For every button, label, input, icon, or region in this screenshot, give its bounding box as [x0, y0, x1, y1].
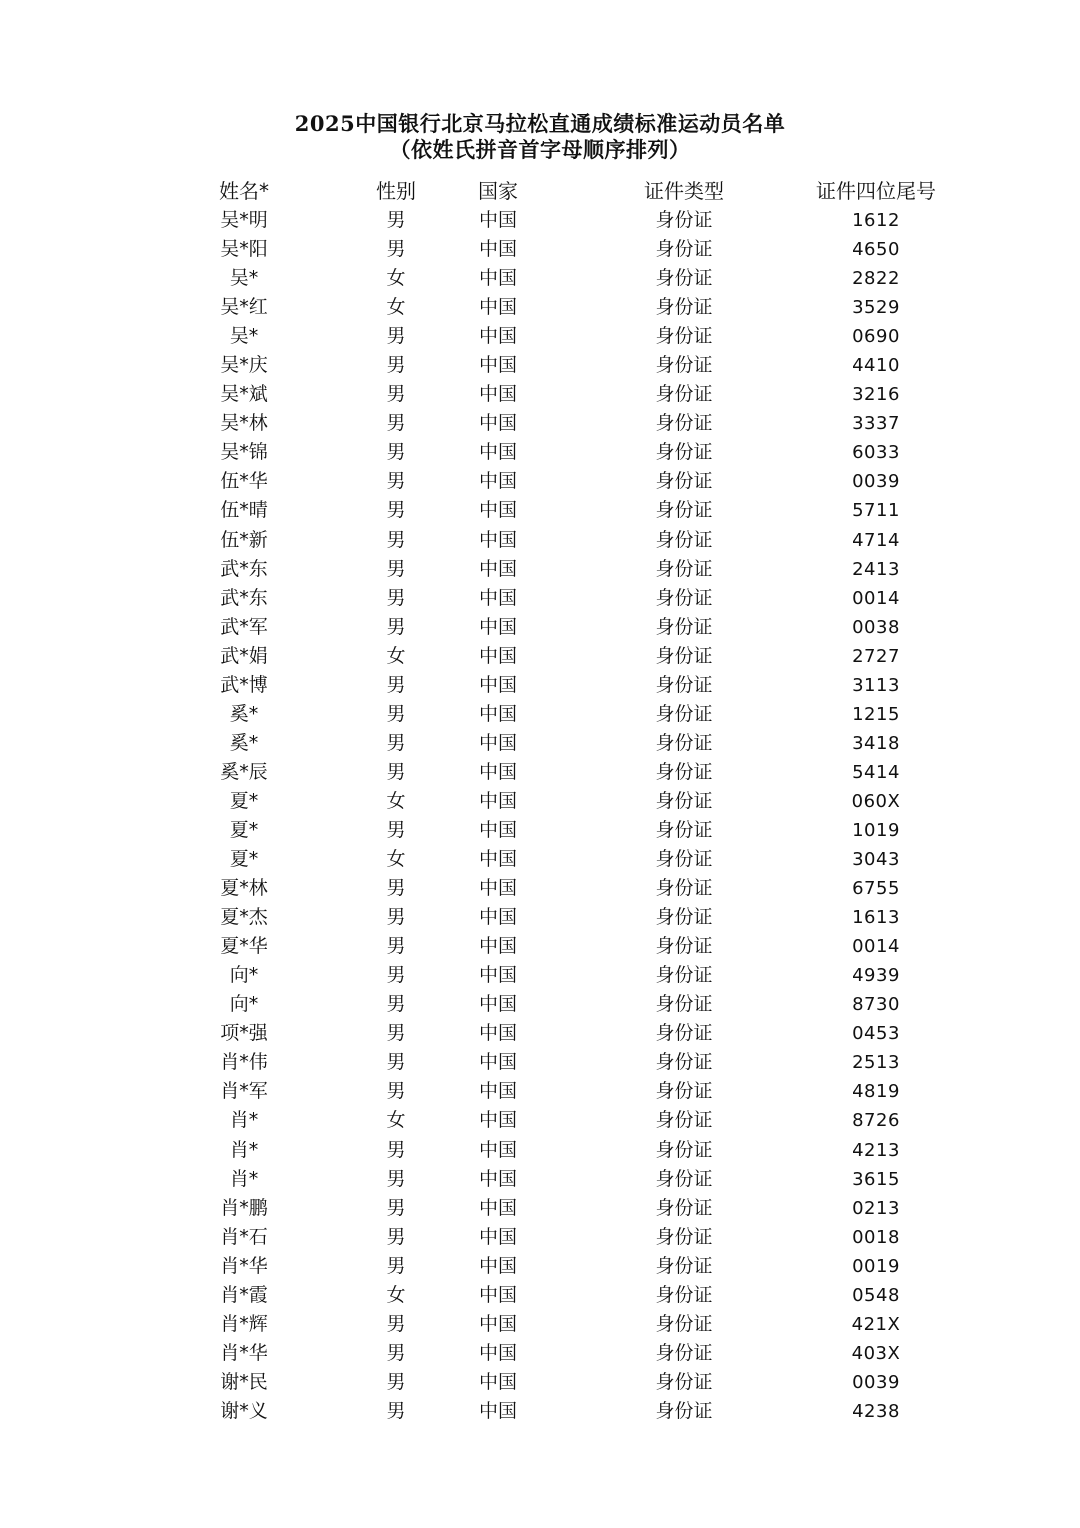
cell-id-type: 身份证	[655, 1225, 713, 1248]
cell-name: 吴*	[229, 267, 259, 290]
table-row	[0, 584, 1080, 613]
table-row	[0, 961, 1080, 990]
table-row	[0, 932, 1080, 961]
cell-id-type: 身份证	[655, 412, 713, 435]
cell-gender: 男	[386, 354, 406, 377]
table-row	[0, 1252, 1080, 1281]
cell-id-last-four: 1215	[852, 703, 900, 725]
cell-name: 奚*辰	[220, 760, 268, 783]
cell-gender: 男	[386, 1167, 406, 1190]
cell-country: 中国	[478, 702, 517, 725]
table-row	[0, 903, 1080, 932]
cell-id-last-four: 403X	[851, 1342, 901, 1364]
cell-gender: 男	[386, 877, 406, 900]
cell-id-last-four: 0039	[852, 1371, 900, 1393]
cell-gender: 男	[386, 1196, 406, 1219]
table-row	[0, 293, 1080, 322]
cell-id-last-four: 6755	[852, 878, 900, 900]
cell-id-last-four: 4714	[852, 529, 900, 551]
cell-gender: 男	[386, 1370, 406, 1393]
cell-country: 中国	[478, 1138, 517, 1161]
cell-id-type: 身份证	[655, 1080, 713, 1103]
cell-gender: 男	[386, 1022, 406, 1045]
cell-id-type: 身份证	[655, 557, 713, 580]
cell-gender: 男	[386, 325, 406, 348]
table-row	[0, 526, 1080, 555]
cell-id-last-four: 0014	[852, 587, 900, 609]
cell-name: 谢*义	[220, 1399, 268, 1422]
cell-country: 中国	[478, 1225, 517, 1248]
cell-name: 奚*	[229, 702, 259, 725]
cell-id-type: 身份证	[655, 1399, 713, 1422]
cell-gender: 男	[386, 209, 406, 231]
table-row	[0, 1339, 1080, 1368]
cell-id-last-four: 3529	[852, 297, 900, 319]
cell-name: 向*	[229, 993, 259, 1016]
cell-id-last-four: 6033	[852, 442, 900, 464]
cell-id-last-four: 0038	[852, 616, 900, 638]
table-row	[0, 1048, 1080, 1077]
cell-id-last-four: 2727	[852, 645, 900, 667]
cell-name: 吴*红	[220, 296, 268, 319]
cell-country: 中国	[478, 209, 517, 231]
column-header-name: 姓名*	[219, 179, 269, 203]
table-row	[0, 613, 1080, 642]
cell-id-last-four: 2822	[852, 268, 900, 290]
cell-id-last-four: 3216	[852, 384, 900, 406]
table-row	[0, 1077, 1080, 1106]
cell-id-type: 身份证	[655, 586, 713, 609]
cell-id-last-four: 0039	[852, 471, 900, 493]
cell-country: 中国	[478, 673, 517, 696]
cell-id-last-four: 5711	[852, 500, 900, 522]
cell-country: 中国	[478, 644, 517, 667]
cell-country: 中国	[478, 470, 517, 493]
cell-id-type: 身份证	[655, 644, 713, 667]
cell-id-last-four: 5414	[852, 761, 900, 783]
cell-gender: 男	[386, 993, 406, 1016]
cell-country: 中国	[478, 1341, 517, 1364]
cell-country: 中国	[478, 615, 517, 638]
cell-id-type: 身份证	[655, 1051, 713, 1074]
document-title: 2025中国银行北京马拉松直通成绩标准运动员名单	[294, 111, 786, 136]
cell-country: 中国	[478, 848, 517, 871]
cell-id-type: 身份证	[655, 383, 713, 406]
cell-country: 中国	[478, 441, 517, 464]
cell-id-last-four: 4819	[852, 1081, 900, 1103]
cell-country: 中国	[478, 1399, 517, 1422]
table-row	[0, 438, 1080, 467]
cell-name: 肖*	[229, 1167, 259, 1190]
column-header-country: 国家	[478, 179, 518, 203]
cell-id-last-four: 4939	[852, 965, 900, 987]
cell-country: 中国	[478, 267, 517, 290]
cell-id-type: 身份证	[655, 1138, 713, 1161]
cell-id-last-four: 0548	[852, 1284, 900, 1306]
cell-country: 中国	[478, 1167, 517, 1190]
cell-country: 中国	[478, 818, 517, 841]
cell-id-last-four: 421X	[851, 1313, 901, 1335]
cell-name: 奚*	[229, 731, 259, 754]
table-row	[0, 409, 1080, 438]
cell-country: 中国	[478, 586, 517, 609]
table-row	[0, 671, 1080, 700]
table-row	[0, 642, 1080, 671]
cell-id-type: 身份证	[655, 731, 713, 754]
cell-country: 中国	[478, 1312, 517, 1335]
cell-name: 夏*	[229, 818, 259, 841]
cell-gender: 男	[386, 586, 406, 609]
cell-gender: 男	[386, 470, 406, 493]
table-row	[0, 467, 1080, 496]
cell-id-type: 身份证	[655, 1109, 713, 1132]
cell-id-type: 身份证	[655, 789, 713, 812]
cell-country: 中国	[478, 238, 517, 261]
cell-name: 向*	[229, 964, 259, 987]
cell-country: 中国	[478, 1254, 517, 1277]
table-row	[0, 990, 1080, 1019]
cell-id-type: 身份证	[655, 1167, 713, 1190]
cell-gender: 女	[386, 1109, 406, 1132]
cell-gender: 男	[386, 1341, 406, 1364]
cell-name: 武*军	[220, 615, 268, 638]
cell-name: 吴*阳	[220, 238, 268, 261]
cell-id-type: 身份证	[655, 209, 713, 231]
cell-gender: 男	[386, 238, 406, 261]
cell-gender: 男	[386, 906, 406, 929]
table-row	[0, 206, 1080, 235]
cell-id-last-four: 3418	[852, 732, 900, 754]
cell-id-type: 身份证	[655, 818, 713, 841]
document-subtitle: （依姓氏拼音首字母顺序排列）	[389, 137, 691, 162]
table-row	[0, 1223, 1080, 1252]
cell-id-type: 身份证	[655, 1370, 713, 1393]
cell-gender: 男	[386, 1051, 406, 1074]
table-row	[0, 700, 1080, 729]
cell-id-last-four: 1612	[852, 210, 900, 231]
cell-name: 肖*	[229, 1138, 259, 1161]
cell-name: 肖*军	[220, 1080, 268, 1103]
table-row	[0, 322, 1080, 351]
cell-gender: 女	[386, 644, 406, 667]
cell-name: 夏*华	[220, 935, 268, 958]
table-row	[0, 496, 1080, 525]
cell-id-type: 身份证	[655, 615, 713, 638]
table-row	[0, 787, 1080, 816]
cell-name: 谢*民	[220, 1370, 268, 1393]
cell-name: 武*娟	[220, 644, 268, 667]
cell-gender: 男	[386, 1080, 406, 1103]
cell-id-type: 身份证	[655, 1312, 713, 1335]
cell-name: 伍*华	[220, 470, 268, 493]
cell-country: 中国	[478, 964, 517, 987]
column-header-id-last-four: 证件四位尾号	[816, 179, 936, 203]
table-body	[0, 206, 1080, 1426]
table-row	[0, 555, 1080, 584]
cell-name: 肖*霞	[220, 1283, 268, 1306]
table-row	[0, 1165, 1080, 1194]
table-header-row	[0, 176, 1080, 206]
cell-id-last-four: 1019	[852, 819, 900, 841]
cell-country: 中国	[478, 906, 517, 929]
cell-name: 吴*锦	[220, 441, 268, 464]
cell-id-last-four: 4238	[852, 1400, 900, 1422]
cell-country: 中国	[478, 1022, 517, 1045]
cell-id-type: 身份证	[655, 906, 713, 929]
cell-name: 夏*	[229, 848, 259, 871]
cell-gender: 女	[386, 267, 406, 290]
cell-name: 项*强	[220, 1022, 268, 1045]
cell-country: 中国	[478, 935, 517, 958]
cell-id-last-four: 3113	[852, 674, 900, 696]
cell-id-last-four: 0213	[852, 1197, 900, 1219]
cell-id-type: 身份证	[655, 499, 713, 522]
cell-name: 吴*	[229, 325, 259, 348]
cell-name: 肖*石	[220, 1225, 268, 1248]
cell-name: 伍*晴	[220, 499, 268, 522]
cell-id-last-four: 1613	[852, 907, 900, 929]
cell-name: 肖*鹏	[220, 1196, 268, 1219]
cell-id-type: 身份证	[655, 702, 713, 725]
cell-id-last-four: 060X	[851, 790, 901, 812]
cell-name: 伍*新	[220, 528, 268, 551]
athlete-table	[0, 176, 1080, 1426]
table-row	[0, 758, 1080, 787]
cell-id-type: 身份证	[655, 760, 713, 783]
cell-id-last-four: 0453	[852, 1023, 900, 1045]
cell-name: 肖*华	[220, 1254, 268, 1277]
cell-gender: 男	[386, 528, 406, 551]
table-row	[0, 1368, 1080, 1397]
cell-gender: 男	[386, 1312, 406, 1335]
cell-id-last-four: 3337	[852, 413, 900, 435]
cell-id-type: 身份证	[655, 1254, 713, 1277]
cell-id-type: 身份证	[655, 238, 713, 261]
cell-country: 中国	[478, 760, 517, 783]
cell-id-last-four: 0014	[852, 936, 900, 958]
cell-name: 武*东	[220, 557, 268, 580]
cell-id-type: 身份证	[655, 470, 713, 493]
table-row	[0, 351, 1080, 380]
cell-name: 夏*杰	[220, 906, 268, 929]
cell-gender: 男	[386, 702, 406, 725]
table-row	[0, 1106, 1080, 1135]
cell-id-last-four: 8730	[852, 994, 900, 1016]
cell-country: 中国	[478, 731, 517, 754]
cell-id-type: 身份证	[655, 441, 713, 464]
cell-gender: 男	[386, 760, 406, 783]
cell-gender: 女	[386, 848, 406, 871]
cell-id-last-four: 2513	[852, 1052, 900, 1074]
cell-id-type: 身份证	[655, 296, 713, 319]
cell-id-last-four: 4650	[852, 239, 900, 261]
cell-id-type: 身份证	[655, 1341, 713, 1364]
cell-country: 中国	[478, 1051, 517, 1074]
table-row	[0, 1281, 1080, 1310]
cell-gender: 男	[386, 1225, 406, 1248]
cell-id-type: 身份证	[655, 673, 713, 696]
cell-name: 夏*	[229, 789, 259, 812]
cell-id-last-four: 3615	[852, 1168, 900, 1190]
cell-gender: 男	[386, 1254, 406, 1277]
cell-country: 中国	[478, 383, 517, 406]
cell-country: 中国	[478, 528, 517, 551]
table-row	[0, 1397, 1080, 1426]
cell-name: 吴*庆	[220, 354, 268, 377]
table-row	[0, 874, 1080, 903]
cell-country: 中国	[478, 325, 517, 348]
cell-id-last-four: 0019	[852, 1255, 900, 1277]
table-row	[0, 816, 1080, 845]
cell-country: 中国	[478, 1196, 517, 1219]
table-row	[0, 729, 1080, 758]
cell-id-last-four: 0018	[852, 1226, 900, 1248]
cell-name: 武*博	[220, 673, 268, 696]
cell-id-type: 身份证	[655, 528, 713, 551]
table-row	[0, 264, 1080, 293]
table-row	[0, 1194, 1080, 1223]
cell-country: 中国	[478, 354, 517, 377]
cell-id-type: 身份证	[655, 1022, 713, 1045]
cell-id-last-four: 8726	[852, 1110, 900, 1132]
cell-id-last-four: 2413	[852, 558, 900, 580]
table-row	[0, 235, 1080, 264]
cell-country: 中国	[478, 1109, 517, 1132]
cell-country: 中国	[478, 993, 517, 1016]
cell-country: 中国	[478, 877, 517, 900]
cell-country: 中国	[478, 1370, 517, 1393]
cell-id-type: 身份证	[655, 1283, 713, 1306]
cell-gender: 男	[386, 673, 406, 696]
table-row	[0, 1310, 1080, 1339]
cell-country: 中国	[478, 789, 517, 812]
cell-gender: 男	[386, 818, 406, 841]
table-row	[0, 1019, 1080, 1048]
cell-id-type: 身份证	[655, 964, 713, 987]
cell-id-type: 身份证	[655, 1196, 713, 1219]
cell-id-last-four: 0690	[852, 326, 900, 348]
cell-gender: 男	[386, 935, 406, 958]
cell-id-type: 身份证	[655, 877, 713, 900]
cell-gender: 男	[386, 383, 406, 406]
cell-country: 中国	[478, 1283, 517, 1306]
cell-id-type: 身份证	[655, 993, 713, 1016]
cell-id-last-four: 3043	[852, 849, 900, 871]
cell-name: 肖*华	[220, 1341, 268, 1364]
cell-gender: 男	[386, 499, 406, 522]
cell-name: 肖*伟	[220, 1051, 268, 1074]
column-header-id-type: 证件类型	[644, 179, 724, 203]
cell-country: 中国	[478, 557, 517, 580]
cell-gender: 女	[386, 789, 406, 812]
cell-country: 中国	[478, 296, 517, 319]
cell-gender: 女	[386, 296, 406, 319]
cell-name: 吴*明	[220, 209, 268, 231]
cell-gender: 男	[386, 1399, 406, 1422]
cell-id-type: 身份证	[655, 848, 713, 871]
cell-gender: 男	[386, 1138, 406, 1161]
table-row	[0, 380, 1080, 409]
cell-id-type: 身份证	[655, 354, 713, 377]
cell-name: 武*东	[220, 586, 268, 609]
column-header-gender: 性别	[376, 179, 416, 203]
cell-id-last-four: 4213	[852, 1139, 900, 1161]
cell-id-last-four: 4410	[852, 355, 900, 377]
cell-name: 夏*林	[220, 877, 268, 900]
cell-gender: 男	[386, 412, 406, 435]
cell-gender: 女	[386, 1283, 406, 1306]
cell-name: 吴*林	[220, 412, 268, 435]
cell-id-type: 身份证	[655, 325, 713, 348]
cell-country: 中国	[478, 499, 517, 522]
cell-name: 肖*辉	[220, 1312, 268, 1335]
cell-name: 肖*	[229, 1109, 259, 1132]
cell-name: 吴*斌	[220, 383, 268, 406]
cell-country: 中国	[478, 1080, 517, 1103]
cell-gender: 男	[386, 557, 406, 580]
cell-gender: 男	[386, 441, 406, 464]
cell-id-type: 身份证	[655, 935, 713, 958]
cell-id-type: 身份证	[655, 267, 713, 290]
cell-gender: 男	[386, 615, 406, 638]
table-row	[0, 1136, 1080, 1165]
cell-country: 中国	[478, 412, 517, 435]
table-row	[0, 845, 1080, 874]
cell-gender: 男	[386, 731, 406, 754]
cell-gender: 男	[386, 964, 406, 987]
